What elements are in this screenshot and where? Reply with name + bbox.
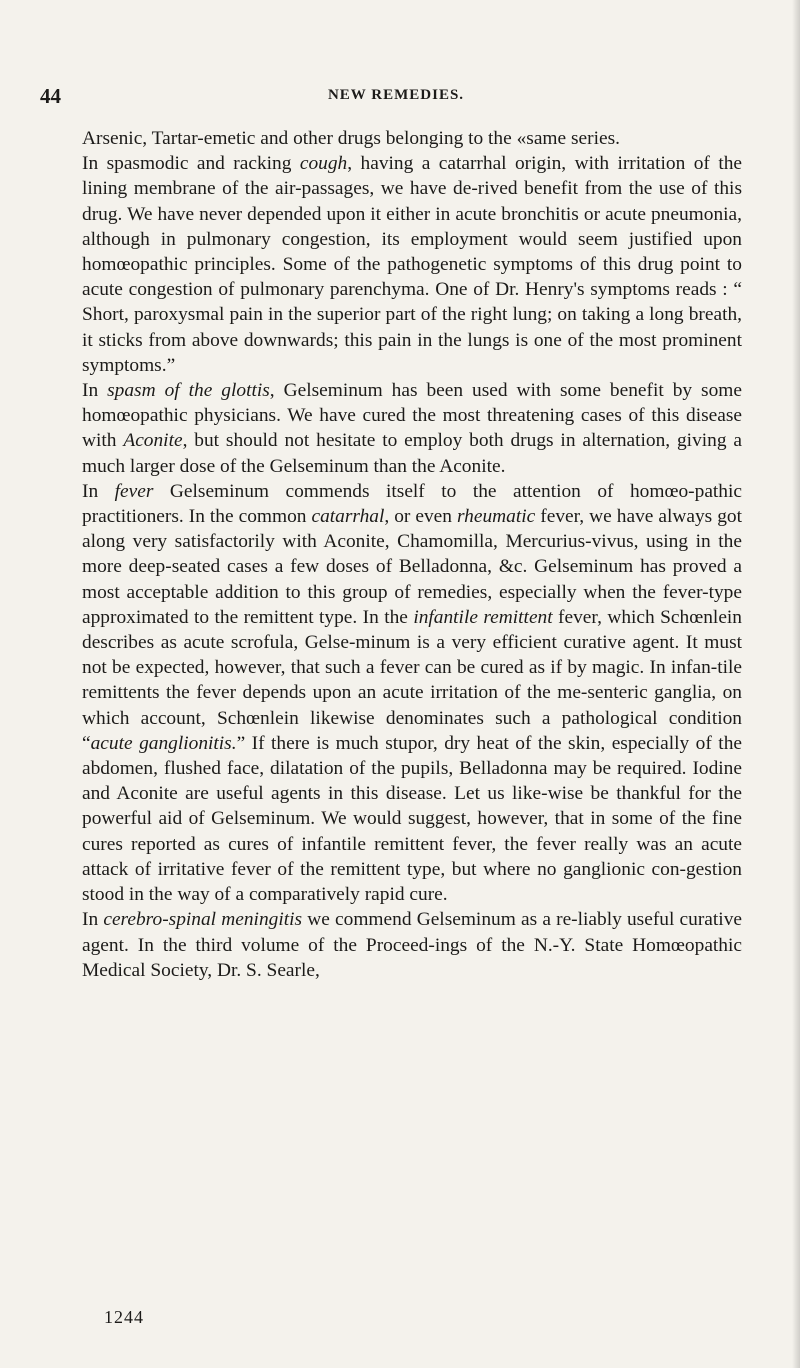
page-number: 44 — [40, 84, 61, 108]
italic-text: rheumatic — [456, 506, 536, 528]
page-header — [40, 84, 752, 108]
text-run: , or even — [384, 506, 457, 528]
paragraph — [82, 151, 742, 378]
text-run: Gelseminum commends itself to the attention of homœo-pathic practitioners. In the common — [82, 480, 742, 528]
text-run: we commend Gelseminum as a re-liably useful curative agent. In the third volume of the Proceed-ings of the N.-Y. State Homœopathic Medical Society, Dr. S. Searle, — [82, 909, 742, 981]
text-run: , Gelseminum has been used with some benefit by some homœopathic physicians. We have cured the most threatening cases of this disease with — [82, 380, 742, 452]
italic-text: cough — [299, 153, 348, 175]
italic-text: cerebro-spinal meningitis — [103, 909, 303, 931]
text-run: In spasmodic and racking — [82, 153, 300, 175]
page-edge-shadow — [792, 0, 800, 1368]
italic-text: acute ganglionitis. — [90, 732, 237, 754]
text-run: In — [82, 480, 115, 502]
text-run: , but should not hesitate to employ both drugs in alternation, giving a much larger dose of the Gelseminum than the Aconite. — [82, 430, 743, 477]
italic-text: Aconite — [123, 430, 183, 452]
text-run: fever, which Schœnlein describes as acute scrofula, Gelse-minum is a very efficient curative agent. It must not be expected, however, that such a fever can be cured as if by magic. In infan-tile remittents the fever depends upon an acute irritation of the me-senteric ganglia, on which account, Schœnlein likewise denominates such a pathological condition “ — [82, 606, 743, 754]
signature-mark: 1244 — [104, 1307, 144, 1327]
italic-text: fever — [114, 480, 154, 502]
paragraph — [82, 126, 742, 151]
paragraph — [82, 378, 742, 479]
italic-text: spasm of the glottis — [107, 380, 270, 402]
italic-text: infantile remittent — [413, 606, 553, 628]
paragraph — [82, 907, 742, 983]
running-title: NEW REMEDIES. — [327, 87, 465, 103]
italic-text: catarrhal — [311, 506, 385, 528]
text-run: In — [82, 909, 104, 931]
text-run: fever, we have always got along very satisfactorily with Aconite, Chamomilla, Mercurius-vivus, using in the more deep-seated cases a few doses of Belladonna, &c. Gelseminum has proved a most acceptable addition to this group of remedies, especially when the fever-type approximated to the remittent type. In the — [82, 506, 742, 628]
paragraph — [82, 479, 742, 907]
text-run: In — [82, 380, 108, 402]
text-run: , having a catarrhal origin, with irritation of the lining membrane of the air-passages, we have de-rived benefit from the use of this drug. We have never depended upon it either in acute bronchitis or acute pneumonia, although in pulmonary congestion, its employment would seem justified upon homœopathic principles. Some of the pathogenetic symptoms of this drug point to acute congestion of pulmonary parenchyma. One of Dr. Henry's symptoms reads : “ Short, paroxysmal pain in the superior part of the right lung; on taking a long breath, it sticks from above downwards; this pain in the lungs is one of the most prominent symptoms.” — [82, 153, 743, 376]
body-text — [82, 126, 742, 983]
text-run: ” If there is much stupor, dry heat of the skin, especially of the abdomen, flushed face, dilatation of the pupils, Belladonna may be required. Iodine and Aconite are useful agents in this disease. Let us like-wise be thankful for the powerful aid of Gelseminum. We would suggest, however, that in some of the fine cures reported as cures of infantile remittent fever, the fever really was an acute attack of irritative fever of the remittent type, but where no ganglionic con-gestion stood in the way of a comparatively rapid cure. — [82, 732, 742, 906]
text-run: Arsenic, Tartar-emetic and other drugs belonging to the «same series. — [82, 128, 620, 149]
